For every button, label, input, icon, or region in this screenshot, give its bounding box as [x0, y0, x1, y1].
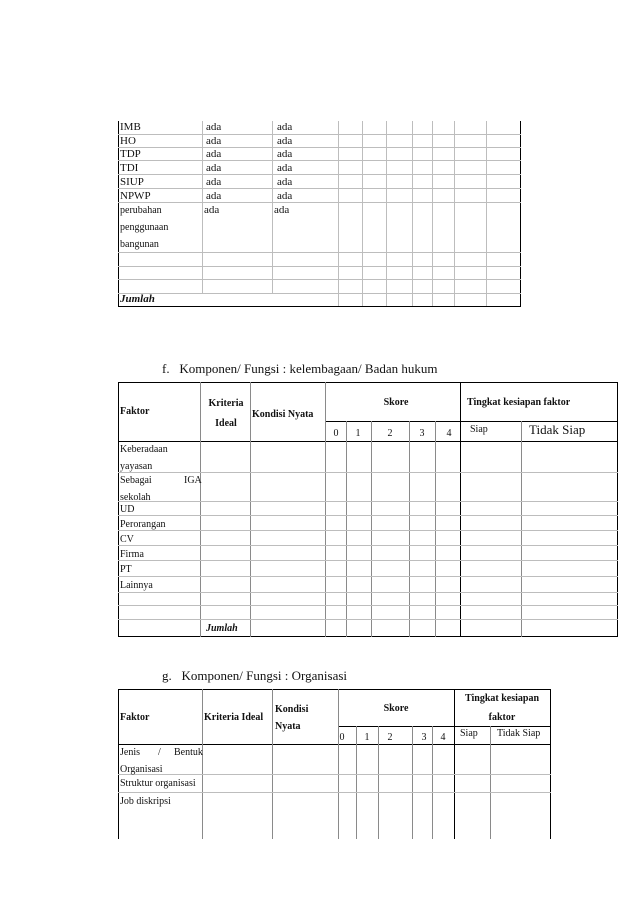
- table-e-row-line: [118, 147, 521, 148]
- table-g-skore-value: 0: [339, 732, 345, 743]
- table-f-row-line: [118, 530, 618, 531]
- table-f-header-kriteria: Kriteria: [208, 398, 244, 409]
- table-e-cell-faktor: TDI: [120, 162, 139, 174]
- section-f-heading: f. Komponen/ Fungsi : kelembagaan/ Badan hukum: [162, 361, 438, 376]
- table-e-cell-kondisi: ada: [277, 190, 293, 202]
- table-e-cell-kriteria: ada: [206, 121, 222, 133]
- table-f-row-line: [118, 472, 618, 473]
- table-f-border-left: [118, 382, 119, 637]
- table-f-header-siap: Siap: [470, 424, 488, 435]
- table-g-skore-value: 2: [387, 732, 393, 743]
- table-f-col-divider: [325, 382, 326, 637]
- table-f-row-label: Keberadaan: [120, 444, 168, 455]
- table-e-cell-faktor: bangunan: [120, 239, 159, 250]
- section-g-heading: g. Komponen/ Fungsi : Organisasi: [162, 668, 348, 683]
- table-e-cell-kondisi: ada: [277, 148, 293, 160]
- table-f-row-label: PT: [120, 564, 132, 575]
- table-f-jumlah-label: Jumlah: [206, 623, 238, 634]
- table-f-row-label: Firma: [120, 549, 144, 560]
- table-e-cell-kondisi: ada: [274, 204, 290, 216]
- table-f-skore-value: 0: [333, 428, 339, 439]
- table-g-header-kondisi: Kondisi: [275, 704, 309, 715]
- table-g-col-divider: [432, 726, 433, 839]
- table-g-header-siap: Siap: [460, 728, 478, 739]
- table-f-row-line: [118, 545, 618, 546]
- table-e-cell-kondisi: ada: [277, 121, 293, 133]
- table-e-row-line: [118, 266, 521, 267]
- table-g-header-tingkat: faktor: [488, 712, 516, 723]
- table-g-row-line: [118, 792, 551, 793]
- table-g-row-label: Job diskripsi: [120, 796, 171, 807]
- table-f-row-line: [118, 560, 618, 561]
- table-f-header-skore: Skore: [383, 397, 409, 408]
- table-e-row-line: [118, 160, 521, 161]
- table-e-cell-kondisi: ada: [277, 135, 293, 147]
- table-g-row-label: Organisasi: [120, 764, 163, 775]
- table-f-row-line: [118, 501, 618, 502]
- table-e-row-line: [118, 202, 521, 203]
- table-g-col-divider: [378, 726, 379, 839]
- table-g-header-kriteria: Kriteria Ideal: [204, 712, 264, 723]
- table-e-cell-faktor: perubahan: [120, 205, 162, 216]
- table-f-row-label: Lainnya: [120, 580, 153, 591]
- table-f-row-label: UD: [120, 504, 135, 515]
- table-g-col-divider: [338, 689, 339, 839]
- table-g-row-line: [118, 774, 551, 775]
- table-g-header-tidak-siap: Tidak Siap: [497, 728, 541, 739]
- table-g-row-label: Jenis: [120, 747, 140, 758]
- table-f-row-label: CV: [120, 534, 134, 545]
- table-g-skore-value: 3: [421, 732, 427, 743]
- table-e-jumlah-label: Jumlah: [120, 293, 155, 305]
- table-f-col-divider: [200, 382, 201, 637]
- table-f-header-tingkat: Tingkat kesiapan faktor: [467, 397, 571, 408]
- table-e-cell-faktor: NPWP: [120, 190, 151, 202]
- table-e-cell-kriteria: ada: [204, 204, 220, 216]
- table-g-skore-value: 4: [440, 732, 446, 743]
- table-g-col-divider: [454, 689, 455, 839]
- table-f-header-tidak-siap: Tidak Siap: [529, 422, 586, 437]
- table-f-border-top: [118, 382, 618, 383]
- table-e-cell-kriteria: ada: [206, 176, 222, 188]
- table-e-cell-faktor: HO: [120, 135, 136, 147]
- table-e-cell-kriteria: ada: [206, 162, 222, 174]
- table-f-skore-value: 3: [419, 428, 425, 439]
- table-g-col-divider: [272, 689, 273, 839]
- table-g-row-label: /: [158, 747, 161, 758]
- table-f-row-line: [118, 619, 618, 620]
- table-e-row-line: [118, 174, 521, 175]
- table-f-row-label: sekolah: [120, 492, 151, 503]
- table-g-col-divider: [356, 726, 357, 839]
- table-f-header-faktor: Faktor: [120, 406, 150, 417]
- table-f-skore-value: 1: [355, 428, 361, 439]
- table-f-row-label: IGA: [184, 475, 202, 486]
- table-f-skore-value: 4: [446, 428, 452, 439]
- table-g-row-label: Bentuk: [174, 747, 203, 758]
- table-e-cell-faktor: SIUP: [120, 176, 144, 188]
- table-e-cell-faktor: TDP: [120, 148, 141, 160]
- table-f-row-label: Sebagai: [120, 475, 152, 486]
- table-g-col-divider: [412, 726, 413, 839]
- table-g-row-label: Struktur organisasi: [120, 778, 196, 789]
- table-g-header-skore: Skore: [383, 703, 409, 714]
- table-e-row-line: [118, 134, 521, 135]
- table-f-border-bottom: [118, 636, 618, 637]
- table-g-header-faktor: Faktor: [120, 712, 150, 723]
- table-f-header-kondisi: Kondisi Nyata: [252, 409, 314, 420]
- table-f-header-bottom-line: [118, 441, 618, 442]
- table-e-cell-kriteria: ada: [206, 190, 222, 202]
- table-f-col-divider: [250, 382, 251, 637]
- table-g-header-bottom-line: [118, 744, 551, 745]
- table-g-border-left: [118, 689, 119, 839]
- table-e-cell-kriteria: ada: [206, 135, 222, 147]
- table-f-row-label: Perorangan: [120, 519, 166, 530]
- table-f-row-line: [118, 605, 618, 606]
- table-e-cell-kriteria: ada: [206, 148, 222, 160]
- table-f-row-line: [118, 576, 618, 577]
- table-f-row-line: [118, 592, 618, 593]
- table-g-skore-value: 1: [364, 732, 370, 743]
- table-e-row-line: [118, 252, 521, 253]
- table-f-row-line: [118, 515, 618, 516]
- table-f-skore-value: 2: [387, 428, 393, 439]
- table-e-cell-faktor: penggunaan: [120, 222, 169, 233]
- table-f-col-divider: [460, 382, 461, 637]
- table-g-border-right: [550, 689, 551, 839]
- table-g-col-divider: [202, 689, 203, 839]
- table-g-header-tingkat: Tingkat kesiapan: [464, 693, 540, 704]
- table-e-row-line: [118, 188, 521, 189]
- table-f-row-label: yayasan: [120, 461, 153, 472]
- table-g-border-top: [118, 689, 551, 690]
- table-g-col-divider: [490, 726, 491, 839]
- table-e-cell-faktor: IMB: [120, 121, 141, 133]
- table-g-header-kondisi: Nyata: [275, 721, 301, 732]
- table-f-header-kriteria: Ideal: [215, 418, 237, 429]
- table-e-border-bottom: [118, 306, 521, 307]
- table-e-cell-kondisi: ada: [277, 162, 293, 174]
- table-e-row-line: [118, 293, 521, 294]
- table-e-row-line: [118, 279, 521, 280]
- table-e-cell-kondisi: ada: [277, 176, 293, 188]
